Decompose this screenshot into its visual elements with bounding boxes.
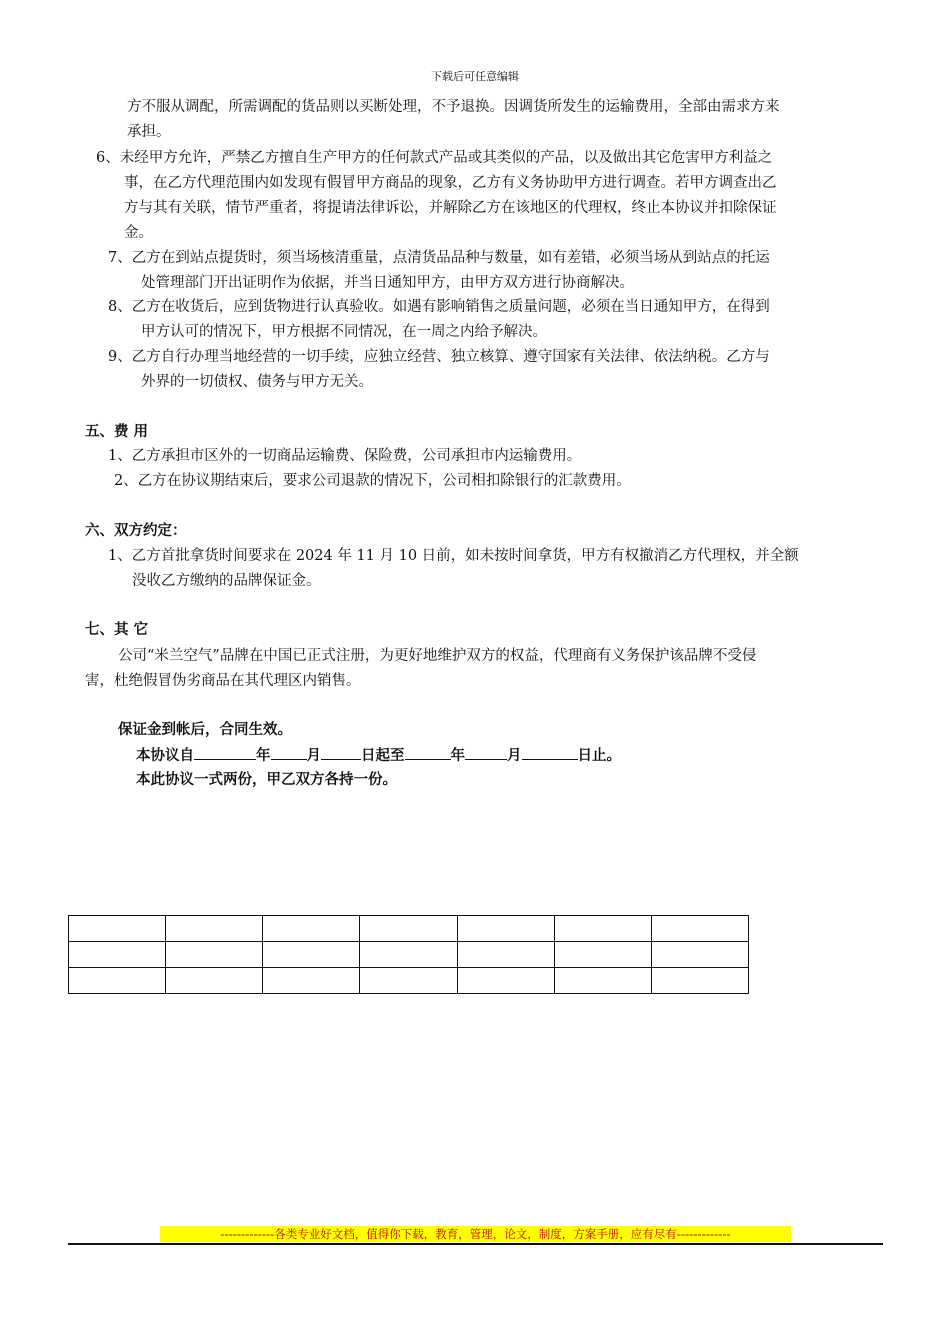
clause-9: 9、乙方自行办理当地经营的一切手续，应独立经营、独立核算、遵守国家有关法律、依法纳税。乙方与 (108, 349, 770, 365)
fees-item-1: 1、乙方承担市区外的一切商品运输费、保险费，公司承担市内运输费用。 (108, 448, 582, 464)
section-heading-other: 七、其 它 (85, 622, 149, 638)
end-day-blank (522, 745, 578, 760)
table-row (69, 968, 749, 994)
term-prefix: 本协议自 (136, 748, 194, 764)
table-cell (360, 916, 457, 942)
table-row (69, 942, 749, 968)
table-cell (263, 968, 360, 994)
table-cell (651, 968, 748, 994)
table-cell (166, 916, 263, 942)
footer-rule (68, 1243, 883, 1245)
start-day-blank (321, 745, 361, 760)
table-cell (457, 942, 554, 968)
day-to-label: 日起至 (361, 748, 405, 764)
section-heading-fees: 五、费 用 (85, 424, 149, 440)
header-note: 下载后可任意编辑 (431, 70, 519, 83)
year-label: 年 (450, 748, 465, 764)
start-year-blank (194, 745, 256, 760)
paragraph-line: 承担。 (127, 124, 171, 140)
table-cell (360, 968, 457, 994)
table-row (69, 916, 749, 942)
end-year-blank (405, 745, 451, 760)
paragraph-line: 方不服从调配，所需调配的货品则以买断处理，不予退换。因调货所发生的运输费用，全部由需求方来 (127, 99, 780, 115)
table-cell (166, 968, 263, 994)
month-label: 月 (507, 748, 522, 764)
footer-banner: -------------各类专业好文档，值得你下载，教育，管理，论文，制度，方案手册，应有尽有------------- (160, 1226, 791, 1242)
end-month-blank (465, 745, 507, 760)
paragraph-line: 金。 (124, 225, 153, 241)
table-cell (263, 916, 360, 942)
section-heading-agreement: 六、双方约定： (85, 523, 187, 539)
paragraph-line: 外界的一切债权、债务与甲方无关。 (141, 374, 373, 390)
clause-8: 8、乙方在收货后，应到货物进行认真验收。如遇有影响销售之质量问题，必须在当日通知甲方，在得到 (108, 299, 770, 315)
paragraph-line: 没收乙方缴纳的品牌保证金。 (132, 573, 321, 589)
paragraph-line: 方与其有关联，情节严重者，将提请法律诉讼，并解除乙方在该地区的代理权，终止本协议并扣除保证 (124, 200, 777, 216)
paragraph-line: 事，在乙方代理范围内如发现有假冒甲方商品的现象，乙方有义务协助甲方进行调查。若甲方调查出乙 (124, 175, 777, 191)
paragraph-line: 害，杜绝假冒伪劣商品在其代理区内销售。 (85, 673, 361, 689)
table-cell (69, 942, 166, 968)
year-label: 年 (256, 748, 271, 764)
table-cell (360, 942, 457, 968)
start-month-blank (271, 745, 307, 760)
table-cell (651, 916, 748, 942)
fees-item-2: 2、乙方在协议期结束后，要求公司退款的情况下，公司相扣除银行的汇款费用。 (114, 473, 631, 489)
table-cell (554, 942, 651, 968)
clause-7: 7、乙方在到站点提货时，须当场核清重量，点清货品品种与数量，如有差错，必须当场从到站点的托运 (108, 250, 770, 266)
clause-6: 6、未经甲方允许，严禁乙方擅自生产甲方的任何款式产品或其类似的产品，以及做出其它危害甲方利益之 (96, 150, 773, 166)
table-cell (651, 942, 748, 968)
table-cell (166, 942, 263, 968)
table-cell (69, 968, 166, 994)
other-paragraph: 公司“米兰空气”品牌在中国已正式注册，为更好地维护双方的权益，代理商有义务保护该品牌不受侵 (118, 648, 757, 664)
agreement-item-1: 1、乙方首批拿货时间要求在 2024 年 11 月 10 日前，如未按时间拿货，甲方有权撤消乙方代理权，并全额 (108, 548, 799, 564)
table-cell (554, 968, 651, 994)
month-label: 月 (306, 748, 321, 764)
closing-effective: 保证金到帐后，合同生效。 (118, 722, 292, 738)
day-end-label: 日止。 (577, 748, 621, 764)
closing-term (136, 745, 621, 766)
table-cell (457, 916, 554, 942)
closing-copies: 本此协议一式两份，甲乙双方各持一份。 (136, 772, 397, 788)
signature-table (68, 915, 749, 994)
table-cell (554, 916, 651, 942)
table-cell (69, 916, 166, 942)
table-cell (263, 942, 360, 968)
paragraph-line: 处管理部门开出证明作为依据，并当日通知甲方，由甲方双方进行协商解决。 (141, 275, 634, 291)
table-cell (457, 968, 554, 994)
paragraph-line: 甲方认可的情况下，甲方根据不同情况，在一周之内给予解决。 (141, 324, 547, 340)
